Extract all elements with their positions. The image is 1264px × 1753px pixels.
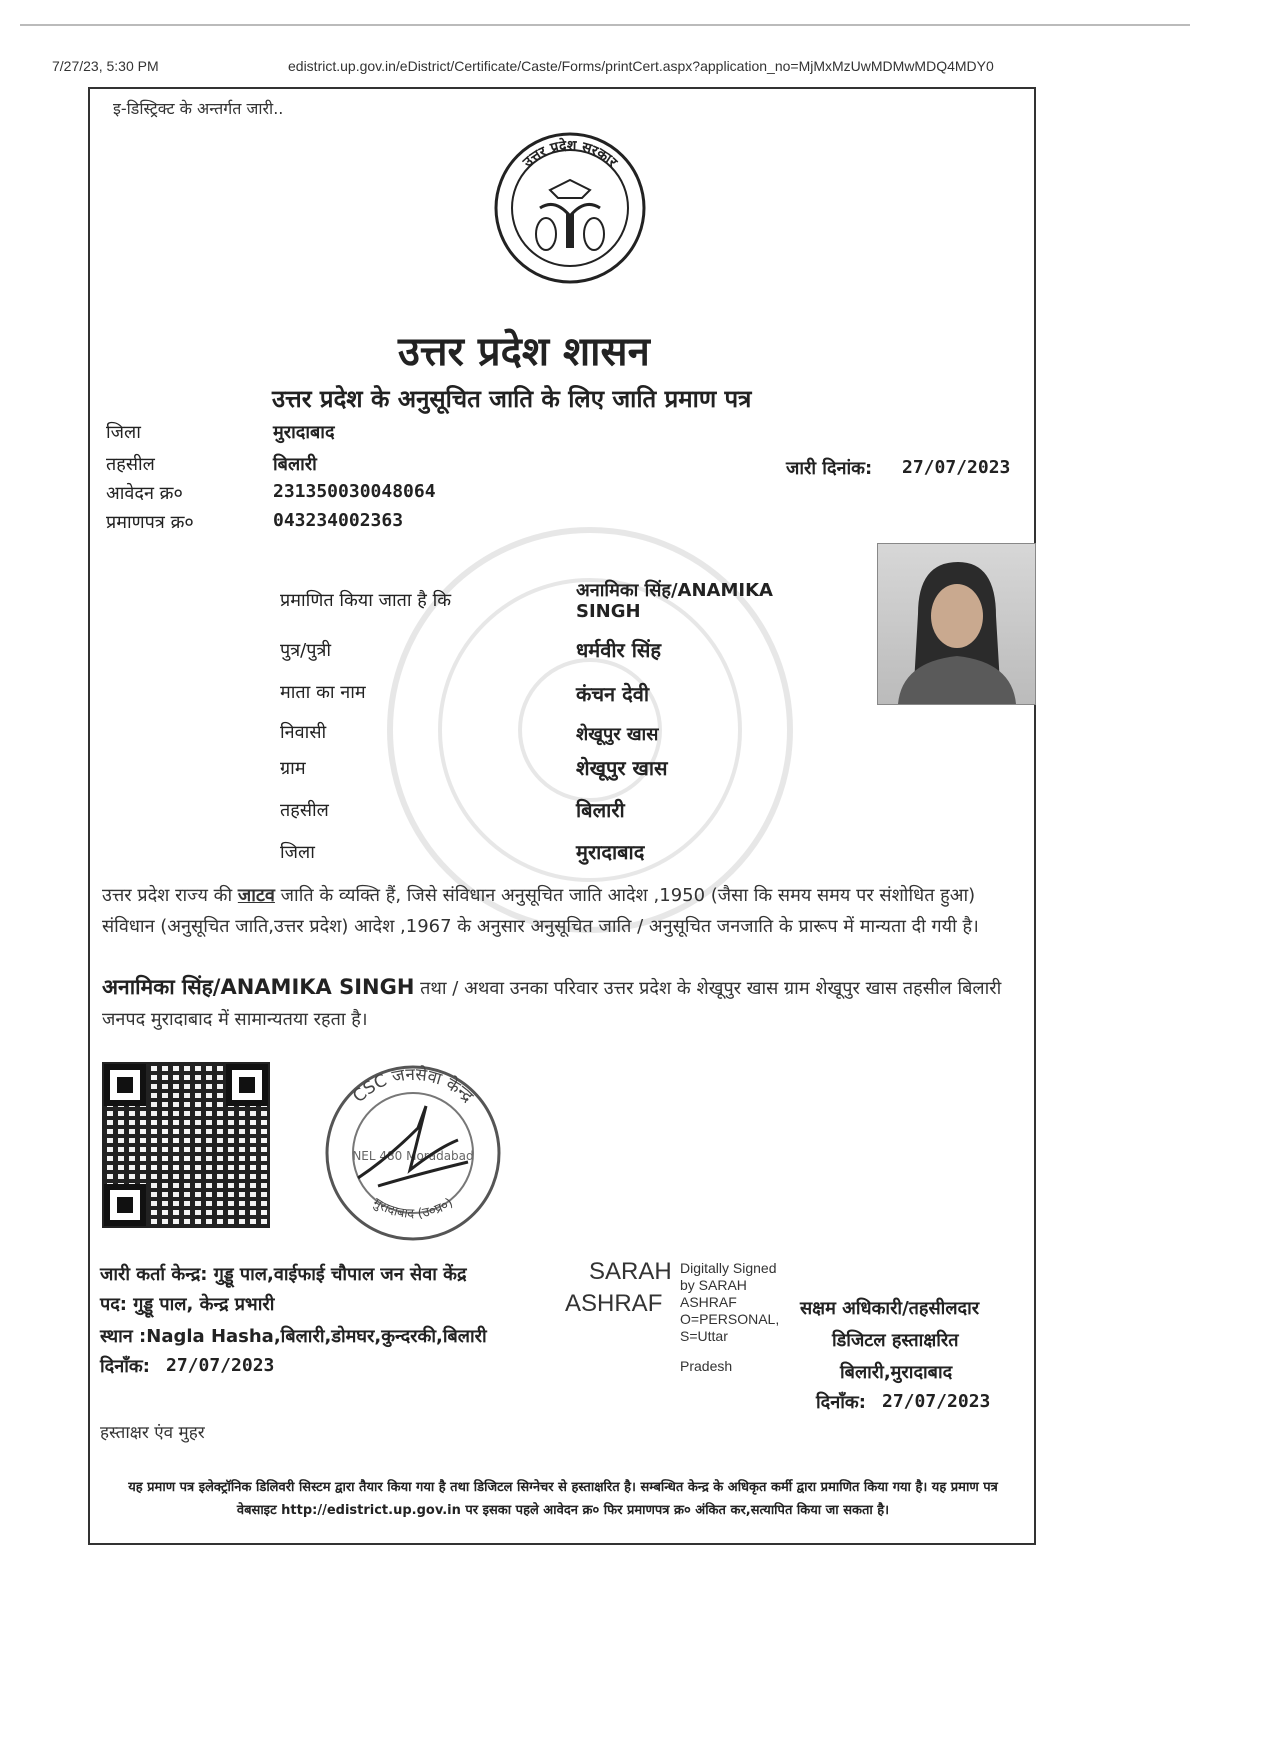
- certificate-footer-note: यह प्रमाण पत्र इलेक्ट्रॉनिक डिलिवरी सिस्टम द्वारा तैयार किया गया है तथा डिजिटल सिग्नेचर से हस्ताक्षरित है। सम्बन्धित केन्द्र के अधिकृत कर्मी द्वारा प्रमाणित किया गया है। यह प्रमाण पत्र वेबसाइट http://edistrict.up.gov.in पर इसका पहले आवेदन क्र० फिर प्रमाणपत्र क्र० अंकित कर,सत्यापित किया जा सकता है।: [128, 1480, 998, 1518]
- resident-value: शेखूपुर खास: [576, 724, 659, 745]
- tehsil-label: तहसील: [106, 454, 155, 475]
- dsig-line-1: Digitally Signed: [680, 1260, 777, 1276]
- caste-statement-part1: उत्तर प्रदेश राज्य की: [102, 885, 238, 906]
- authority-place: बिलारी,मुरादाबाद: [840, 1362, 953, 1383]
- digital-signer-name-line1: SARAH: [589, 1258, 672, 1285]
- dsig-line-5: S=Uttar: [680, 1328, 728, 1344]
- authority-date-label: दिनाँक:: [816, 1392, 866, 1413]
- village-value: शेखूपुर खास: [576, 756, 668, 780]
- authority-title: सक्षम अधिकारी/तहसीलदार: [800, 1298, 980, 1319]
- district-label: जिला: [106, 422, 141, 443]
- authority-date-value: 27/07/2023: [882, 1391, 991, 1412]
- qr-finder-top-right: [226, 1064, 268, 1106]
- issue-date-label: जारी दिनांक:: [786, 458, 873, 479]
- certificate-title: उत्तर प्रदेश के अनुसूचित जाति के लिए जाति प्रमाण पत्र: [272, 384, 752, 413]
- qr-finder-bottom-left: [104, 1184, 146, 1226]
- dsig-line-6: Pradesh: [680, 1358, 733, 1374]
- parent-value: धर्मवीर सिंह: [576, 638, 662, 662]
- print-url[interactable]: edistrict.up.gov.in/eDistrict/Certificate/Caste/Forms/printCert.aspx?application_no=MjMxMzUwMDMwMDQ4MDY0: [288, 58, 994, 74]
- digital-signature-details: [680, 1260, 779, 1375]
- applicant-photo: [877, 543, 1036, 705]
- person-district-value: मुरादाबाद: [576, 840, 645, 864]
- certificate-number-value: 043234002363: [273, 510, 404, 531]
- resident-label: निवासी: [280, 722, 327, 743]
- up-emblem-seal: [490, 128, 650, 288]
- issuer-date-label: दिनाँक:: [100, 1356, 150, 1377]
- caste-name: जाटव: [237, 885, 275, 906]
- government-title: उत्तर प्रदेश शासन: [398, 328, 650, 375]
- district-value: मुरादाबाद: [273, 422, 335, 443]
- mother-value: कंचन देवी: [576, 682, 650, 706]
- person-tehsil-value: बिलारी: [576, 798, 625, 822]
- dsig-line-4: O=PERSONAL,: [680, 1311, 780, 1327]
- csc-rubber-stamp: [318, 1058, 508, 1248]
- svg-text:CSC जनसेवा केन्द्र: CSC जनसेवा केन्द्र: [349, 1064, 478, 1107]
- dsig-line-3: ASHRAF: [680, 1294, 737, 1310]
- issued-under-text: इ-डिस्ट्रिक्ट के अन्तर्गत जारी..: [113, 99, 284, 118]
- certified-label: प्रमाणित किया जाता है कि: [280, 590, 452, 611]
- tehsil-value: बिलारी: [273, 454, 317, 475]
- applicant-name-line1: अनामिका सिंह/ANAMIKA: [576, 580, 773, 601]
- digital-signer-name-line2: ASHRAF: [565, 1290, 663, 1317]
- svg-text:उत्तर प्रदेश सरकार: उत्तर प्रदेश सरकार: [520, 137, 621, 171]
- residence-statement-text: तथा / अथवा उनका परिवार उत्तर प्रदेश के शेखूपुर खास ग्राम शेखूपुर खास तहसील बिलारी जनपद मुरादाबाद में सामान्यतया रहता है।: [102, 978, 1002, 1030]
- certificate-number-label: प्रमाणपत्र क्र०: [106, 512, 194, 533]
- parent-label: पुत्र/पुत्री: [280, 640, 332, 661]
- issuing-center: जारी कर्ता केन्द्र: गुड्डू पाल,वाईफाई चौपाल जन सेवा केंद्र: [100, 1264, 467, 1285]
- person-district-label: जिला: [280, 842, 315, 863]
- application-number-label: आवेदन क्र०: [106, 483, 183, 504]
- svg-text:मुरादाबाद (उ०प्र०): मुरादाबाद (उ०प्र०): [370, 1195, 456, 1222]
- issuer-place: स्थान :Nagla Hasha,बिलारी,डोमघर,कुन्दरकी,बिलारी: [100, 1326, 487, 1347]
- issuer-date-value: 27/07/2023: [166, 1355, 275, 1376]
- caste-statement-part2: जाति के व्यक्ति हैं, जिसे संविधान अनुसूचित जाति आदेश ,1950 (जैसा कि समय समय पर संशोधित हुआ) संविधान (अनुसूचित जाति,उत्तर प्रदेश) आदेश ,1967 के अनुसार अनुसूचित जाति / अनुसूचित जनजाति के प्रारूप में मान्यता दी गयी है।: [102, 885, 979, 937]
- dsig-line-2: by SARAH: [680, 1277, 747, 1293]
- village-label: ग्राम: [280, 758, 306, 779]
- signature-seal-label: हस्ताक्षर एंव मुहर: [100, 1423, 205, 1443]
- scan-edge-line: [20, 24, 1190, 26]
- applicant-name-line2: SINGH: [576, 601, 641, 622]
- authority-digitally-signed: डिजिटल हस्ताक्षरित: [832, 1330, 959, 1351]
- person-silhouette-icon: [878, 544, 1035, 704]
- svg-text:NEL 480 Moradabad: NEL 480 Moradabad: [352, 1149, 474, 1163]
- application-number-value: 231350030048064: [273, 481, 436, 502]
- issuer-post: पद: गुड्डू पाल, केन्द्र प्रभारी: [100, 1294, 275, 1315]
- residence-statement-paragraph: [102, 972, 1032, 1035]
- caste-statement-paragraph: [102, 880, 1032, 942]
- verification-qr-code: [100, 1060, 272, 1230]
- person-tehsil-label: तहसील: [280, 800, 329, 821]
- print-datetime: 7/27/23, 5:30 PM: [52, 58, 159, 74]
- issue-date-value: 27/07/2023: [902, 457, 1011, 478]
- residence-applicant-name: अनामिका सिंह/ANAMIKA SINGH: [102, 975, 415, 999]
- qr-finder-top-left: [104, 1064, 146, 1106]
- mother-label: माता का नाम: [280, 682, 366, 703]
